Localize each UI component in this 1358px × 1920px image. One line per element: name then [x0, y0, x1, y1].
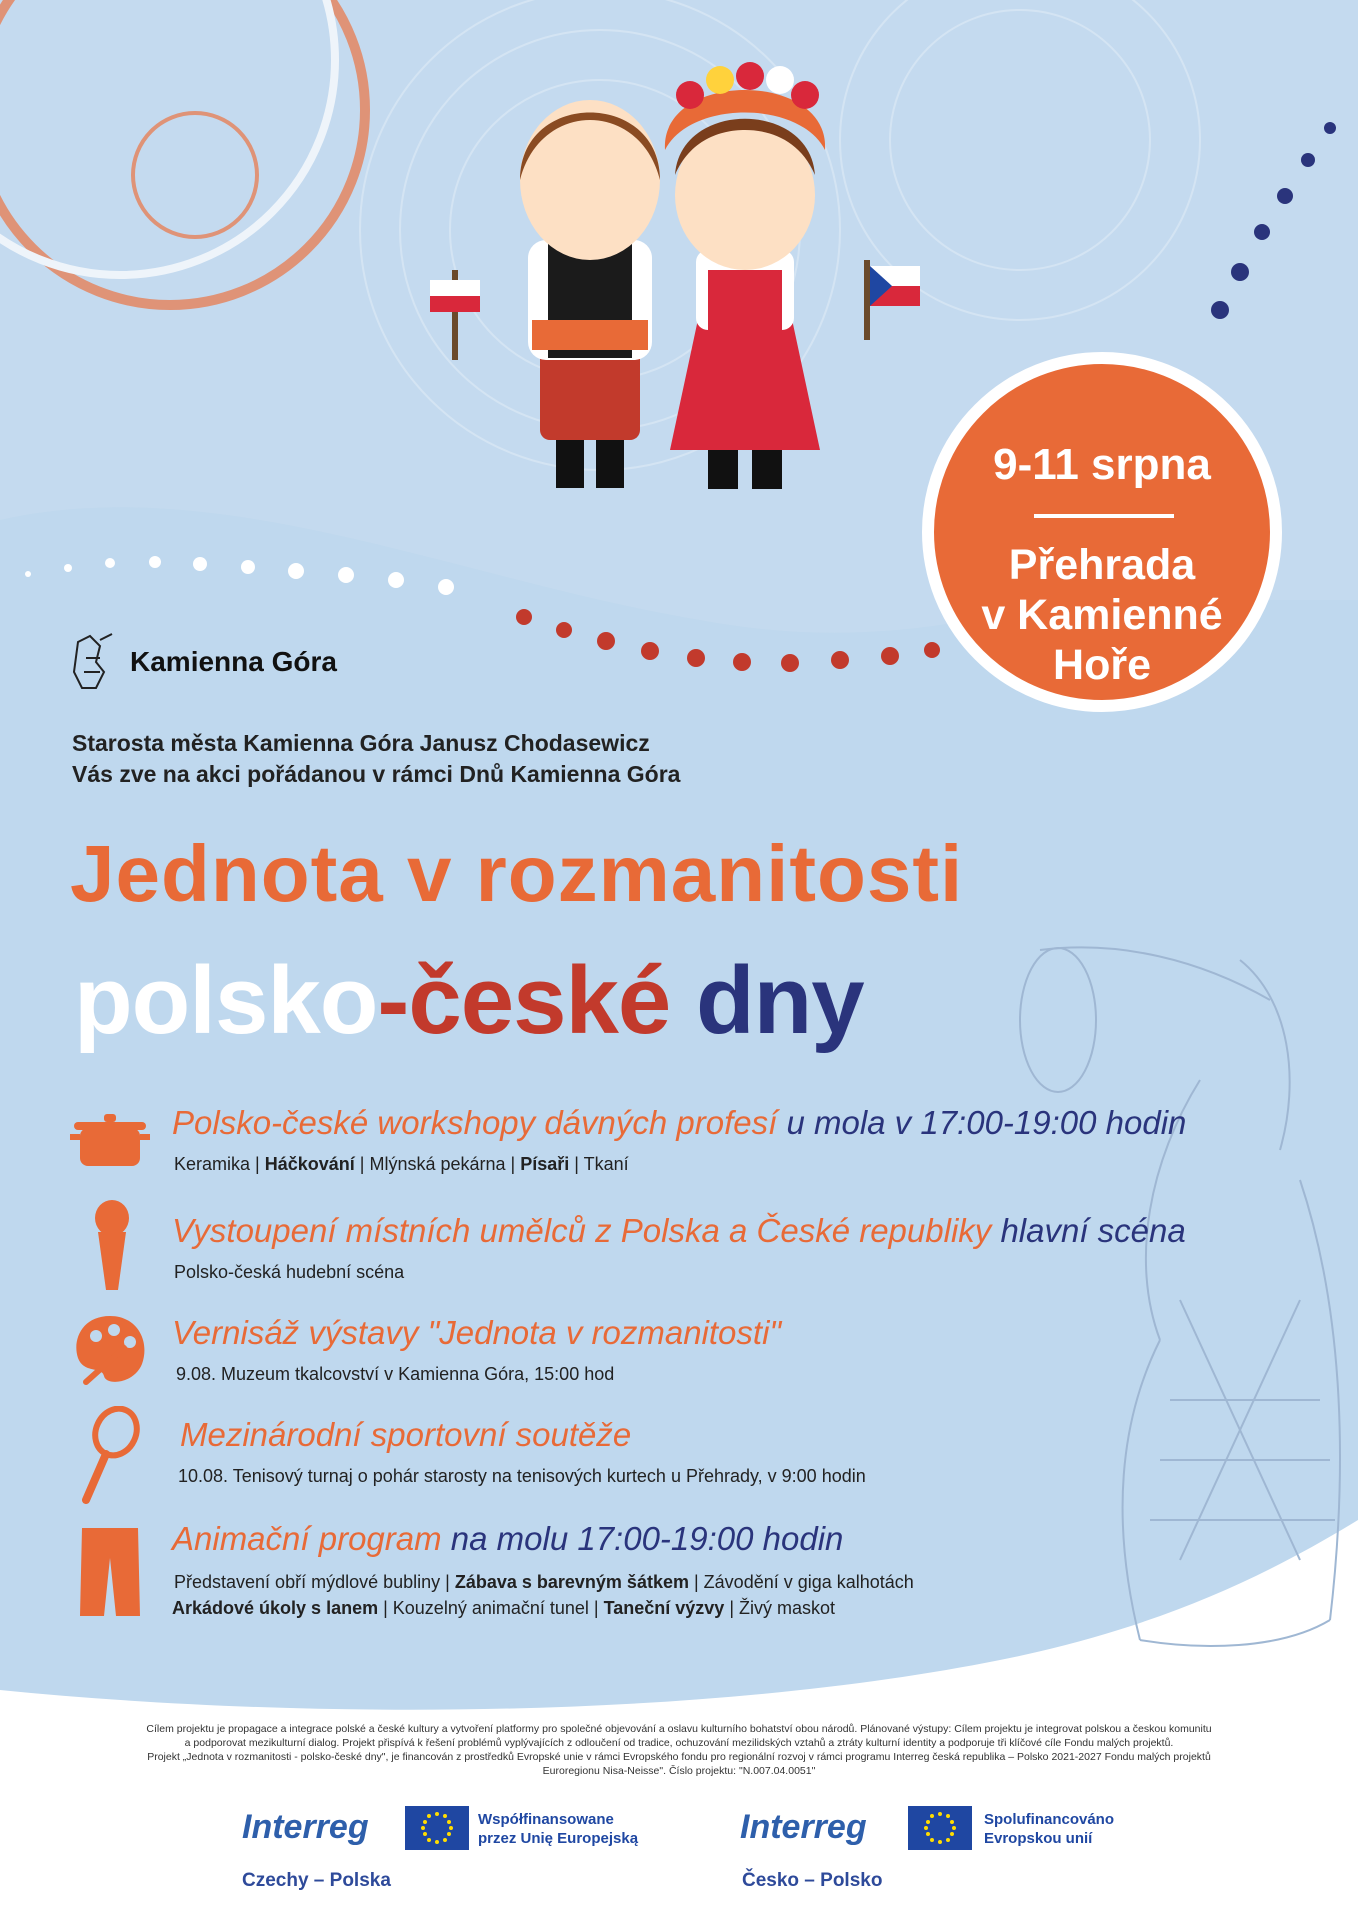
program-3-title: Vernisáž výstavy "Jednota v rozmanitosti": [172, 1314, 782, 1351]
eu-stars-icon: [908, 1806, 972, 1850]
cofunding-text-cz: Spolufinancováno Evropskou unií: [984, 1811, 1115, 1847]
dot-trail-white: [25, 556, 454, 595]
town-name: Kamienna Góra: [130, 646, 337, 677]
eu-flag-icon-2: [908, 1806, 972, 1850]
program-4-title: Mezinárodní sportovní soutěže: [180, 1416, 632, 1453]
program-1-title: Polsko-české workshopy dávných profesí u mola v 17:00-19:00 hodin: [172, 1104, 1187, 1141]
microphone-icon: [92, 1200, 132, 1292]
program-5-title: Animační program na molu 17:00-19:00 hodin: [172, 1520, 844, 1557]
program-5-description-line-2: Arkádové úkoly s lanem | Kouzelný animační tunel | Taneční výzvy | Živý maskot: [172, 1598, 836, 1618]
project-fine-print: Cílem projektu je propagace a integrace polské a české kultury a vytvoření platformy pro společné objevování a oslavu kulturního bohatství obou národů. Plánované výstupy: Cílem projektu je integrovat polskou a českou komunitu a podporovat mezikulturní dialog. Projekt přispívá k řešení problémů vyplývajících z odloučení od tradice, ochuzování mezilidských vztahů a ztráty kulturní identity a podporuje tři klíčové cíle Fondu malých projektů. Projekt „Jednota v rozmanitosti - polsko-české dny", je financován z prostředků Evropské unie v rámci Evropského fondu pro regionální rozvoj v rámci programu Interreg česká republika – Polsko 2021-2027 Fondu malých projektů Euroregionu Nisa-Neisse". Číslo projektu: "N.007.04.0051": [146, 1723, 1212, 1777]
program-2-title: Vystoupení místních umělců z Polska a České republiky hlavní scéna: [172, 1212, 1186, 1249]
program-3-description: 9.08. Muzeum tkalcovství v Kamienna Góra, 15:00 hod: [176, 1364, 615, 1384]
interreg-logo-right: Interreg: [740, 1808, 867, 1846]
cofunding-text-pl: Współfinansowane przez Unię Europejską: [478, 1811, 639, 1847]
region-label-right: Česko – Polsko: [742, 1870, 883, 1891]
cooking-pot-icon: [70, 1112, 150, 1170]
event-subtitle: polsko-české dny: [74, 947, 864, 1054]
event-place: Přehrada v Kamienné Hoře: [981, 541, 1223, 689]
event-title: Jednota v rozmanitosti: [70, 829, 964, 918]
eu-stars-icon: [405, 1806, 469, 1850]
intro-line-2: Vás zve na akci pořádanou v rámci Dnů Kamienna Góra: [72, 761, 681, 787]
trousers-icon: [78, 1524, 142, 1616]
program-2-description: Polsko-česká hudební scéna: [174, 1262, 405, 1282]
invitation-text: [72, 728, 680, 790]
eu-flag-icon: [405, 1806, 469, 1850]
town-crest-icon: [70, 632, 116, 692]
tennis-racket-icon: [80, 1406, 140, 1504]
town-logo: [70, 632, 337, 692]
program-1-description: Keramika | Háčkování | Mlýnská pekárna | Písaři | Tkaní: [174, 1154, 629, 1174]
folk-woman-lineart: [1020, 947, 1340, 1646]
region-label-left: Czechy – Polska: [242, 1870, 391, 1891]
badge-divider: [1034, 514, 1174, 518]
date-place-badge: [922, 352, 1282, 712]
program-4-description: 10.08. Tenisový turnaj o pohár starosty na tenisových kurtech u Přehrady, v 9:00 hodin: [178, 1466, 866, 1486]
interreg-logo-left: Interreg: [242, 1808, 369, 1846]
intro-line-1: Starosta města Kamienna Góra Janusz Chodasewicz: [72, 730, 650, 756]
paint-palette-icon: [72, 1312, 148, 1386]
program-5-description-line-1: Představení obří mýdlové bubliny | Zábava s barevným šátkem | Závodění v giga kalhotách: [174, 1572, 914, 1592]
event-date: 9-11 srpna: [993, 440, 1211, 489]
